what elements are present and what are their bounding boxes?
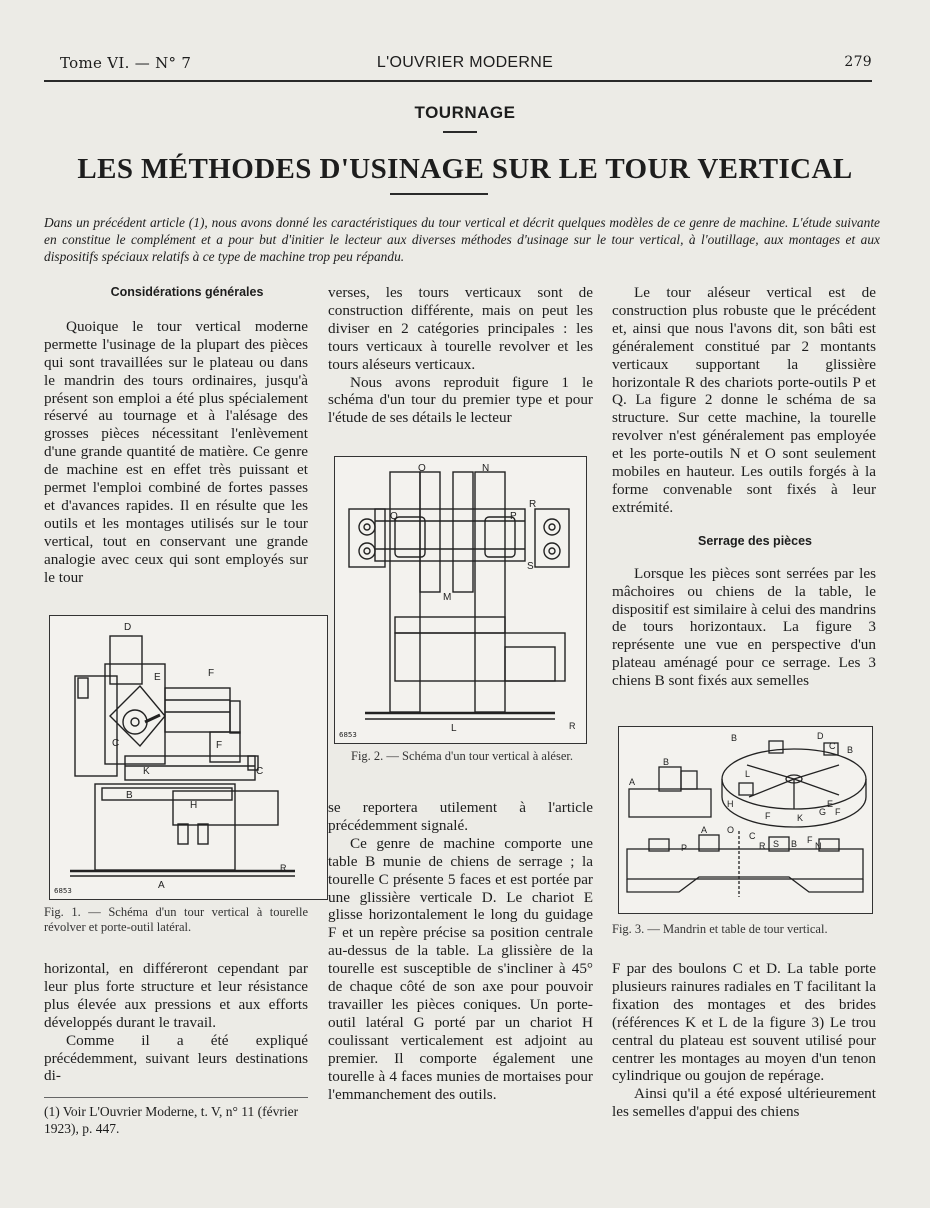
svg-text:F: F [835, 807, 841, 817]
svg-text:R: R [759, 841, 766, 851]
figure-3-caption: Fig. 3. — Mandrin et table de tour vertical. [612, 922, 828, 936]
svg-text:B: B [126, 790, 133, 801]
svg-text:E: E [154, 672, 161, 683]
svg-text:L: L [745, 769, 751, 779]
col2-paragraph-2: Nous avons reproduit figure 1 le schéma d'un tour du premier type et pour l'étude de ses détails le lecteur [328, 373, 593, 427]
svg-text:A: A [158, 880, 165, 891]
svg-text:C: C [749, 831, 756, 841]
svg-text:S: S [527, 561, 534, 572]
figure-1-number: 6853 [54, 887, 72, 895]
footnote: (1) Voir L'Ouvrier Moderne, t. V, n° 11 (février 1923), p. 447. [44, 1104, 299, 1136]
col1-paragraph-1: Quoique le tour vertical moderne permette l'usinage de la plupart des pièces qui sont travaillées sur le plateau ou dans le mandrin des tours ordinaires, jusqu'à présent son emploi a été plus spécialement réservé au tournage et à l'alésage des grosses pièces nécessitant l'enlèvement d'une grande quantité de matière. Ce genre de machine est en effet très puissant et permet l'emploi combiné de fortes passes et d'avances rapides. Il en résulte que les outils et les montages utilisés sur le tour vertical, tout en conservant une grande analogie avec ceux qui sont employés sur le tour [44, 317, 308, 586]
svg-text:O: O [727, 825, 735, 835]
svg-text:D: D [124, 622, 132, 633]
col3-paragraph-3: F par des boulons C et D. La table porte plusieurs rainures radiales en T facilitant la fixation des montages et des brides (références K et L de la figure 3) Le trou central du plateau est souvent utilisé pour centrer les montages au moyen d'un tenon cylindrique ou goujon de repérage. [612, 960, 876, 1085]
section-label: TOURNAGE [414, 103, 516, 122]
svg-text:A: A [629, 777, 636, 787]
figure-1 [49, 615, 328, 900]
svg-text:M: M [443, 592, 452, 603]
svg-text:C: C [829, 741, 836, 751]
figure-2 [334, 456, 587, 744]
col1-paragraph-3: Comme il a été expliqué précédemment, suivant leurs destinations di- [44, 1031, 308, 1085]
col2-paragraph-1: verses, les tours verticaux sont de construction différente, mais on peut les diviser en 2 catégories principales : les tours verticaux à tourelle revolver et les tours aléseurs verticaux. [328, 284, 593, 373]
svg-text:B: B [663, 757, 670, 767]
svg-text:C: C [256, 766, 264, 777]
column-1-top [44, 284, 308, 587]
section-divider [443, 131, 477, 133]
svg-text:F: F [807, 835, 813, 845]
running-header-volume: Tome VI. — N° 7 [60, 54, 192, 72]
article-title: LES MÉTHODES D'USINAGE SUR LE TOUR VERTICAL [77, 153, 853, 185]
svg-text:P: P [510, 511, 517, 522]
figure-2-drawing [335, 457, 586, 743]
svg-text:R: R [529, 499, 537, 510]
subhead-serrage: Serrage des pièces [698, 533, 812, 548]
svg-text:Q: Q [390, 511, 398, 522]
svg-text:D: D [817, 731, 824, 741]
figure-1-drawing [50, 616, 327, 899]
column-2-bottom [328, 799, 593, 1103]
svg-text:C: C [112, 738, 120, 749]
figure-1-caption: Fig. 1. — Schéma d'un tour vertical à tourelle révolver et porte-outil latéral. [44, 905, 308, 934]
svg-text:L: L [451, 723, 457, 734]
svg-text:R: R [569, 721, 576, 731]
header-rule [44, 80, 872, 82]
svg-text:A: A [701, 825, 708, 835]
svg-text:B: B [731, 733, 738, 743]
svg-text:P: P [681, 843, 688, 853]
svg-text:O: O [418, 463, 426, 474]
col3-paragraph-1: Le tour aléseur vertical est de construction plus robuste que le précédent et, ainsi que nous l'avons dit, son bâti est généralement constitué par 2 montants verticaux supportant la glissière horizontale R des chariots porte-outils P et Q. La figure 2 donne le schéma de sa structure. Sur cette machine, la tourelle revolver n'est généralement pas employée et les porte-outils N et O sont seulement mobiles en hauteur. Les outils forgés à la forme convenable sont fixés à leur extrémité. [612, 284, 876, 516]
svg-text:K: K [797, 813, 804, 823]
column-3-bottom [612, 960, 876, 1121]
footnote-rule [44, 1097, 308, 1098]
svg-text:E: E [827, 799, 834, 809]
figure-3-drawing [619, 727, 872, 913]
col3-paragraph-2: Lorsque les pièces sont serrées par les mâchoires ou chiens de la table, le dispositif est similaire à celui des mandrins de tours horizontaux. La figure 3 représente une vue en perspective d'un plateau aménagé pour ce serrage. Les 3 chiens B sont fixés aux semelles [612, 564, 876, 690]
svg-text:N: N [482, 463, 490, 474]
svg-text:H: H [190, 800, 198, 811]
svg-text:K: K [143, 766, 150, 777]
title-divider [390, 193, 488, 195]
figure-2-number: 6853 [339, 731, 357, 739]
figure-3 [618, 726, 873, 914]
subhead-considerations: Considérations générales [110, 285, 264, 299]
svg-text:R: R [280, 863, 287, 873]
svg-text:F: F [765, 811, 771, 821]
svg-text:B: B [847, 745, 854, 755]
svg-text:N: N [815, 841, 822, 851]
svg-text:G: G [819, 807, 827, 817]
col2-paragraph-4: Ce genre de machine comporte une table B munie de chiens de serrage ; la tourelle C présente 5 faces et est portée par une glissière verticale D. Le chariot E glisse horizontalement le long du guidage F et un repère précise sa position centrale au-dessus de la table. La glissière de la tourelle est susceptible de s'incliner à 45° de chaque côté de son axe pour pouvoir travailler les pièces coniques. Un porte-outil latéral G porté par un chariot H coulissant verticalement est adjoint au premier. Il comporte également une tourelle à 4 faces munies de mortaises pour l'emmanchement des outils. [328, 834, 593, 1103]
col1-paragraph-2: horizontal, en différeront cependant par leur plus forte structure et leur résistance plus élevée aux pressions et aux efforts développés durant le travail. [44, 960, 308, 1031]
svg-text:S: S [773, 839, 780, 849]
svg-text:H: H [727, 799, 734, 809]
intro-paragraph: Dans un précédent article (1), nous avons donné les caractéristiques du tour vertical et décrit quelques modèles de ce genre de machine. L'étude suivante en constitue le complément et a pour but d'initier le lecteur aux diverses méthodes d'usinage sur le tour vertical, à l'outillage, aux montages et aux dispositifs spéciaux relatifs à ce type de machine trop peu répandu. [44, 215, 880, 264]
col3-paragraph-4: Ainsi qu'il a été exposé ultérieurement les semelles d'appui des chiens [612, 1085, 876, 1121]
col2-paragraph-3: se reportera utilement à l'article précédemment signalé. [328, 799, 593, 834]
svg-text:F: F [208, 668, 215, 679]
figure-2-caption: Fig. 2. — Schéma d'un tour vertical à aléser. [351, 749, 573, 763]
svg-text:B: B [791, 839, 798, 849]
running-header-journal: L'OUVRIER MODERNE [376, 54, 554, 71]
column-3-top [612, 284, 876, 690]
page-number: 279 [844, 54, 872, 70]
svg-text:F: F [216, 740, 223, 751]
column-2-top [328, 284, 593, 427]
column-1-bottom [44, 960, 308, 1085]
